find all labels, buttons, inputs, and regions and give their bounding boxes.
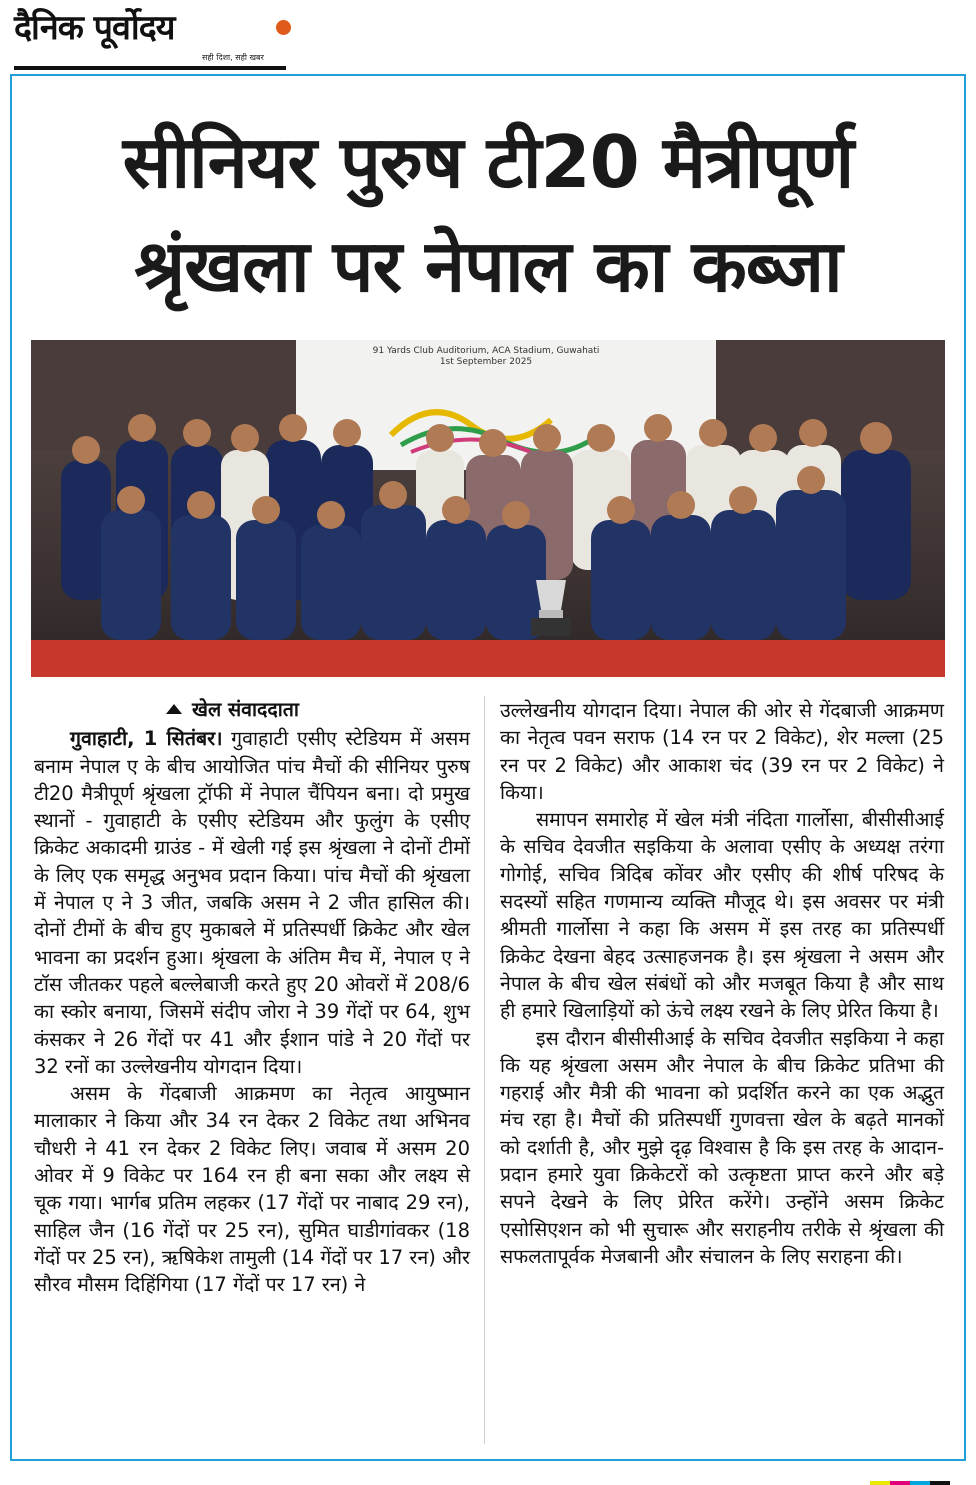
dateline: गुवाहाटी, 1 सितंबर। [70,727,223,751]
byline [34,696,470,723]
article-left-column [34,696,470,1299]
print-color-bar [870,1472,970,1478]
byline-text: खेल संवाददाता [192,698,299,721]
article-right-column [500,697,944,1270]
team-photo [31,340,945,677]
paragraph: इस दौरान बीसीसीआई के सचिव देवजीत सइकिया ने कहा कि यह श्रृंखला असम और नेपाल के बीच क्रिकेट प्रतिभा की गहराई और मैत्री की भावना को प्रदर्शित करने का एक अद्भुत मंच रहा है। मैचों की प्रतिस्पर्धी गुणवत्ता खेल के बढ़ते मानकों को दर्शाती है, और मुझे दृढ़ विश्वास है कि इस तरह के आदान-प्रदान हमारे युवा क्रिकेटरों को उत्कृष्टता प्राप्त करने और बड़े सपने देखने के लिए प्रेरित करेंगे। उन्होंने असम क्रिकेट एसोसिएशन को भी सुचारू और सराहनीय तरीके से श्रृंखला की सफलतापूर्वक मेजबानी और संचालन के लिए सराहना की। [500,1026,944,1268]
paragraph-text: गुवाहाटी एसीए स्टेडियम में असम बनाम नेपाल ए के बीच आयोजित पांच मैचों की सीनियर पुरुष टी20 मैत्रीपूर्ण श्रृंखला ट्रॉफी में नेपाल चैंपियन बना। दो प्रमुख स्थानों - गुवाहाटी के एसीए स्टेडियम और फुलुंग के एसीए क्रिकेट अकादमी ग्राउंड - में खेली गई इस श्रृंखला ने दोनों टीमों के लिए एक समृद्ध अनुभव प्रदान किया। पांच मैचों की श्रृंखला में नेपाल ए ने 3 जीत, जबकि असम ने 2 जीत हासिल की। दोनों टीमों के बीच हुए मुकाबले में प्रतिस्पर्धी क्रिकेट और खेल भावना का प्रदर्शन हुआ। श्रृंखला के अंतिम मैच में, नेपाल ए ने टॉस जीतकर पहले बल्लेबाजी करते हुए 20 ओवरों में 208/6 का स्कोर बनाया, जिसमें संदीप जोरा ने 39 गेंदों पर 64, शुभ कंसकर ने 26 गेंदों पर 41 और ईशान पांडे ने 20 गेंदों पर 32 रनों का उल्लेखनीय योगदान दिया। [34,727,470,1078]
triangle-icon [166,704,182,714]
logo-dot [276,20,291,35]
venue-line-2: 1st September 2025 [439,357,533,367]
venue-caption [331,346,641,368]
paragraph [34,725,470,1080]
masthead-rule [14,66,286,70]
team-photo-illustration [31,340,945,677]
column-divider [484,696,485,1444]
newspaper-tagline: सही दिशा, सही खबर [202,53,264,62]
paragraph: असम के गेंदबाजी आक्रमण का नेतृत्व आयुष्मान मालाकार ने किया और 34 रन देकर 2 विकेट तथा अभिनव चौधरी ने 41 रन देकर 2 विकेट लिए। जवाब में असम 20 ओवर में 9 विकेट पर 164 रन ही बना सका और लक्ष्य से चूक गया। भार्गब प्रतिम लहकर (17 गेंदों पर नाबाद 29 रन), साहिल जैन (16 गेंदों पर 25 रन), सुमित घाडीगांवकर (18 गेंदों पर 25 रन), ऋषिकेश तामुली (14 गेंदों पर 17 रन) और सौरव मौसम दिहिंगिया (17 गेंदों पर 17 रन) ने [34,1082,470,1297]
paragraph: उल्लेखनीय योगदान दिया। नेपाल की ओर से गेंदबाजी आक्रमण का नेतृत्व पवन सराफ (14 रन पर 2 विकेट), शेर मल्ला (25 रन पर 2 विकेट) और आकाश चंद (39 रन पर 2 विकेट) ने किया। [500,699,944,804]
headline: सीनियर पुरुष टी20 मैत्रीपूर्ण श्रृंखला पर नेपाल का कब्जा [122,120,854,308]
masthead [14,8,286,72]
paragraph: समापन समारोह में खेल मंत्री नंदिता गार्लोसा, बीसीसीआई के सचिव देवजीत सइकिया के अलावा एसीए के अध्यक्ष तरंगा गोगोई, सचिव त्रिदिब कोंवर और एसीए की शीर्ष परिषद के सदस्यों सहित गणमान्य व्यक्ति मौजूद थे। इस अवसर पर मंत्री श्रीमती गार्लोसा ने कहा कि असम में इस तरह का प्रतिस्पर्धी क्रिकेट देखना बेहद उत्साहजनक है। इस श्रृंखला ने असम और नेपाल के बीच खेल संबंधों को और मजबूत किया है और साथ ही हमारे खिलाड़ियों को ऊंचे लक्ष्य रखने के लिए प्रेरित किया है। [500,808,944,1023]
venue-line-1: 91 Yards Club Auditorium, ACA Stadium, Guwahati [372,346,600,356]
newspaper-name: दैनिक पूर्वोदय [14,8,175,48]
